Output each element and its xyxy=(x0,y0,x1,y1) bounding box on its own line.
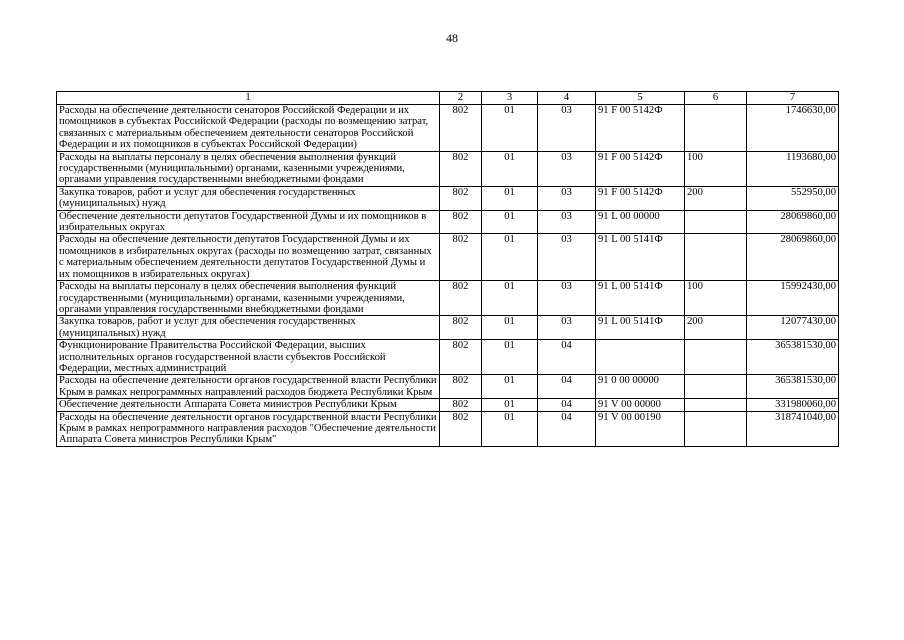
section-code: 01 xyxy=(482,316,538,340)
ministry-code: 802 xyxy=(440,375,482,399)
table-row xyxy=(57,340,839,375)
expense-name: Обеспечение деятельности Аппарата Совета министров Республики Крым xyxy=(57,399,440,411)
table-row xyxy=(57,399,839,411)
expense-type: 200 xyxy=(685,316,747,340)
table-row xyxy=(57,186,839,210)
ministry-code: 802 xyxy=(440,105,482,152)
table-row xyxy=(57,105,839,152)
expense-type xyxy=(685,210,747,234)
ministry-code: 802 xyxy=(440,411,482,446)
expense-type xyxy=(685,399,747,411)
table-row xyxy=(57,316,839,340)
amount: 12077430,00 xyxy=(747,316,839,340)
target-article: 91 F 00 5142Ф xyxy=(596,151,685,186)
subsection-code: 04 xyxy=(538,399,596,411)
target-article: 91 V 00 00000 xyxy=(596,399,685,411)
expense-name: Расходы на обеспечение деятельности органов государственной власти Республики Крым в рамках непрограммных направлений расходов бюджета Республики Крым xyxy=(57,375,440,399)
subsection-code: 03 xyxy=(538,316,596,340)
expense-type: 100 xyxy=(685,281,747,316)
ministry-code: 802 xyxy=(440,151,482,186)
ministry-code: 802 xyxy=(440,234,482,281)
expense-name: Расходы на выплаты персоналу в целях обеспечения выполнения функций государственными (муниципальными) органами, казенными учреждениями, органами управления государственными внебюджетными фондами xyxy=(57,151,440,186)
expense-type xyxy=(685,234,747,281)
expense-name: Расходы на выплаты персоналу в целях обеспечения выполнения функций государственными (муниципальными) органами, казенными учреждениями, органами управления государственными внебюджетными фондами xyxy=(57,281,440,316)
table-row xyxy=(57,411,839,446)
section-code: 01 xyxy=(482,281,538,316)
ministry-code: 802 xyxy=(440,281,482,316)
target-article: 91 L 00 00000 xyxy=(596,210,685,234)
section-code: 01 xyxy=(482,210,538,234)
ministry-code: 802 xyxy=(440,399,482,411)
table-row xyxy=(57,281,839,316)
section-code: 01 xyxy=(482,340,538,375)
subsection-code: 04 xyxy=(538,375,596,399)
table-row xyxy=(57,210,839,234)
amount: 28069860,00 xyxy=(747,234,839,281)
expense-type xyxy=(685,375,747,399)
target-article: 91 L 00 5141Ф xyxy=(596,316,685,340)
page-number: 48 xyxy=(446,31,458,45)
section-code: 01 xyxy=(482,375,538,399)
amount: 331980060,00 xyxy=(747,399,839,411)
header-row xyxy=(57,92,839,105)
column-header: 2 xyxy=(440,92,482,105)
amount: 318741040,00 xyxy=(747,411,839,446)
target-article: 91 V 00 00190 xyxy=(596,411,685,446)
amount: 365381530,00 xyxy=(747,375,839,399)
column-header: 7 xyxy=(747,92,839,105)
expense-name: Закупка товаров, работ и услуг для обеспечения государственных (муниципальных) нужд xyxy=(57,186,440,210)
amount: 28069860,00 xyxy=(747,210,839,234)
subsection-code: 04 xyxy=(538,411,596,446)
column-header: 4 xyxy=(538,92,596,105)
expense-name: Обеспечение деятельности депутатов Государственной Думы и их помощников в избирательных округах xyxy=(57,210,440,234)
subsection-code: 03 xyxy=(538,105,596,152)
expense-type xyxy=(685,105,747,152)
subsection-code: 03 xyxy=(538,210,596,234)
expense-name: Расходы на обеспечение деятельности депутатов Государственной Думы и их помощников в избирательных округах (расходы по возмещению затрат, связанных с материальным обеспечением деятельности депутатов Государственной Думы и их помощников в избирательных округах) xyxy=(57,234,440,281)
section-code: 01 xyxy=(482,399,538,411)
expense-type: 100 xyxy=(685,151,747,186)
column-header: 3 xyxy=(482,92,538,105)
ministry-code: 802 xyxy=(440,340,482,375)
column-header: 6 xyxy=(685,92,747,105)
ministry-code: 802 xyxy=(440,316,482,340)
amount: 15992430,00 xyxy=(747,281,839,316)
subsection-code: 03 xyxy=(538,281,596,316)
target-article: 91 F 00 5142Ф xyxy=(596,105,685,152)
subsection-code: 03 xyxy=(538,151,596,186)
table-row xyxy=(57,234,839,281)
amount: 1193680,00 xyxy=(747,151,839,186)
expense-name: Расходы на обеспечение деятельности сенаторов Российской Федерации и их помощников в субъектах Российской Федерации (расходы по возмещению затрат, связанных с материальным обеспечением деятельности сенаторов Российской Федерации и их помощников в субъектах Российской Федерации) xyxy=(57,105,440,152)
expense-name: Закупка товаров, работ и услуг для обеспечения государственных (муниципальных) нужд xyxy=(57,316,440,340)
section-code: 01 xyxy=(482,105,538,152)
ministry-code: 802 xyxy=(440,186,482,210)
section-code: 01 xyxy=(482,186,538,210)
ministry-code: 802 xyxy=(440,210,482,234)
amount: 552950,00 xyxy=(747,186,839,210)
subsection-code: 04 xyxy=(538,340,596,375)
target-article: 91 L 00 5141Ф xyxy=(596,234,685,281)
amount: 365381530,00 xyxy=(747,340,839,375)
budget-table xyxy=(56,91,839,447)
subsection-code: 03 xyxy=(538,186,596,210)
table-row xyxy=(57,375,839,399)
expense-type xyxy=(685,340,747,375)
target-article: 91 L 00 5141Ф xyxy=(596,281,685,316)
section-code: 01 xyxy=(482,411,538,446)
section-code: 01 xyxy=(482,234,538,281)
amount: 1746630,00 xyxy=(747,105,839,152)
target-article xyxy=(596,340,685,375)
subsection-code: 03 xyxy=(538,234,596,281)
expense-name: Функционирование Правительства Российской Федерации, высших исполнительных органов государственной власти субъектов Российской Федерации, местных администраций xyxy=(57,340,440,375)
expense-name: Расходы на обеспечение деятельности органов государственной власти Республики Крым в рамках непрограммного направления расходов "Обеспечение деятельности Аппарата Совета министров Республики Крым" xyxy=(57,411,440,446)
table-row xyxy=(57,151,839,186)
section-code: 01 xyxy=(482,151,538,186)
expense-type xyxy=(685,411,747,446)
column-header: 1 xyxy=(57,92,440,105)
target-article: 91 0 00 00000 xyxy=(596,375,685,399)
column-header: 5 xyxy=(596,92,685,105)
expense-type: 200 xyxy=(685,186,747,210)
target-article: 91 F 00 5142Ф xyxy=(596,186,685,210)
